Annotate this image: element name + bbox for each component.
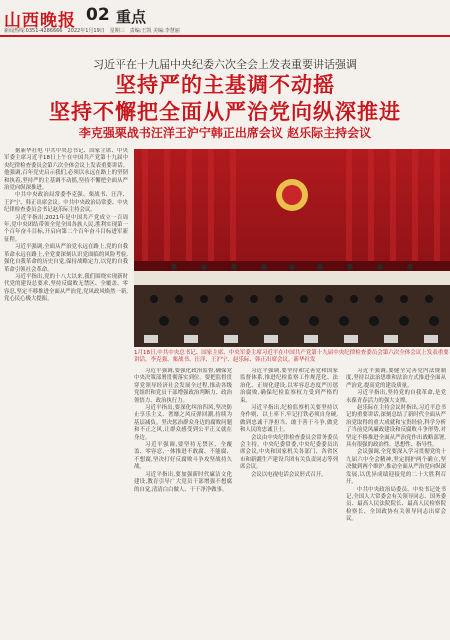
photo-caption: 1月18日,中共中央总书记、国家主席、中央军委主席习近平在中国共产党第十九届中央纪律检查委员会第六次全体会议上发表重要讲话。李克强、栗战书、汪洋、王沪宁、赵乐际、韩正出席会议。新华社发 bbox=[134, 350, 449, 363]
main-headline-line1: 坚持严的主基调不动摇 bbox=[115, 73, 335, 97]
article-column-2 bbox=[134, 368, 232, 636]
article-paragraph: 据新华社电 中共中央总书记、国家主席、中央军委主席习近平18日上午在中国共产党第十九届中央纪律检查委员会第六次全体会议上发表重要讲话。他强调,百年党史启示我们,必须以永远在路上的坚韧和执着,坚持严的主基调不动摇,坚持不懈把全面从严治党向纵深推进。 bbox=[4, 148, 128, 192]
sub-headline: 李克强栗战书汪洋王沪宁韩正出席会议 赵乐际主持会议 bbox=[78, 126, 372, 140]
hotline-info: 新闻热线:0351-4286666 2022年1月19日 星期三 责编:王凯 美编:李慧丽 bbox=[4, 28, 180, 34]
page-number: 02 bbox=[86, 5, 110, 25]
article-paragraph: 习近平强调,要强化政治监督,确保党中央决策部署贯彻落实到位。要把监督贯穿党领导经济社会发展全过程,推动各级党组织和党员干部增强政治判断力、政治领悟力、政治执行力。 bbox=[134, 368, 232, 404]
newspaper-logo: 山西晚报 bbox=[4, 11, 76, 31]
article-paragraph: 习近平指出,要加强新时代廉洁文化建设,教育引导广大党员干部增强不想腐的自觉,清清白白做人、干干净净做事。 bbox=[134, 471, 232, 493]
article-paragraph: 中共中央政治局委员、中央书记处书记,全国人大常委会有关领导同志、国务委员、最高人民法院院长、最高人民检察院检察长、全国政协有关领导同志出席会议。 bbox=[346, 486, 446, 523]
article-paragraph: 中共中央政治局常委李克强、栗战书、汪洋、王沪宁、韩正出席会议。中共中央政治局常委、中央纪律检查委员会书记赵乐际主持会议。 bbox=[4, 192, 128, 214]
article-paragraph: 习近平强调,要健全完善党内法规制度,坚持以法治思维和法治方式推进全面从严治党,提高党的建设质量。 bbox=[346, 368, 446, 389]
masthead bbox=[0, 0, 450, 36]
section-title: 重点 bbox=[116, 8, 147, 26]
masthead-rule bbox=[0, 35, 450, 37]
article-paragraph: 习近平指出,纪检监察机关要坚持以身作则、以上率下,牢记打铁必须自身硬,做到忠诚干净担当、敢于善于斗争,做党和人民的忠诚卫士。 bbox=[240, 405, 338, 434]
article-column-3 bbox=[240, 368, 338, 636]
article-paragraph: 会议由中央纪律检查委员会常务委员会主持。中央纪委常委,中央纪委委员出席会议,中央和国家机关各部门、各省区市和新疆生产建设兵团有关负责同志等列席会议。 bbox=[240, 434, 338, 471]
article-paragraph: 习近平指出,坚持党的自我革命,是党永葆青春活力的强大支撑。 bbox=[346, 390, 446, 404]
article-paragraph: 会议强调,全党要深入学习贯彻党的十九届六中全会精神,坚定拥护两个确立,坚决做到两个维护,推动全面从严治党向纵深发展,以优异成绩迎接党的二十大胜利召开。 bbox=[346, 449, 446, 486]
main-headline-line2: 坚持不懈把全面从严治党向纵深推进 bbox=[49, 100, 401, 124]
article-paragraph: 习近平强调,全面从严治党永远在路上,党的自我革命永远在路上,全党要深刻认识党面临的风险考验,强化自我革命的历史自觉,保持战略定力,以党的自我革命引领社会革命。 bbox=[4, 244, 128, 273]
article-paragraph: 习近平指出,要深化纠治四风,坚决防止享乐主义、奢靡之风反弹回潮,持续为基层减负。坚决惩治群众身边的腐败问题和不正之风,让群众感受到公平正义就在身边。 bbox=[134, 405, 232, 441]
pre-title: 习近平在十九届中央纪委六次全会上发表重要讲话强调 bbox=[93, 58, 357, 71]
article-paragraph: 会议以电视电话会议形式召开。 bbox=[251, 471, 327, 478]
article-paragraph: 习近平强调,要坚持无禁区、全覆盖、零容忍,一体推进不敢腐、不能腐、不想腐,坚决打好反腐败斗争攻坚战持久战。 bbox=[134, 442, 232, 471]
article-paragraph: 习近平指出,党的十八大以来,我们围绕实现新时代党的建设总要求,坚持反腐败无禁区、全覆盖、零容忍,坚定不移推进全面从严治党,党风政风焕然一新,党心民心极大提振。 bbox=[4, 273, 128, 303]
article-paragraph: 赵乐际在主持会议时指出,习近平总书记的重要讲话,深刻总结了新时代全面从严治党取得的重大成就和宝贵经验,科学分析了当前党风廉政建设和反腐败斗争形势,对坚定不移推进全面从严治党作出战略部署,具有很强的政治性、思想性、指导性。 bbox=[346, 405, 446, 449]
meeting-photo bbox=[134, 149, 450, 347]
article-paragraph: 习近平指出,2021年是中国共产党成立一百周年,党中央团结带领全党全国各族人民,胜利实现第一个百年奋斗目标,开启向第二个百年奋斗目标进军新征程。 bbox=[4, 214, 128, 243]
article-paragraph: 习近平强调,要坚持和完善党和国家监督体系,推进纪检监察工作规范化、法治化、正规化建设,以零容忍态度严厉惩治腐败,确保纪检监察权力受到严格约束。 bbox=[240, 368, 338, 404]
article-column-4 bbox=[346, 368, 446, 636]
article-column-1 bbox=[4, 148, 128, 636]
meeting-photo-image bbox=[134, 149, 450, 347]
